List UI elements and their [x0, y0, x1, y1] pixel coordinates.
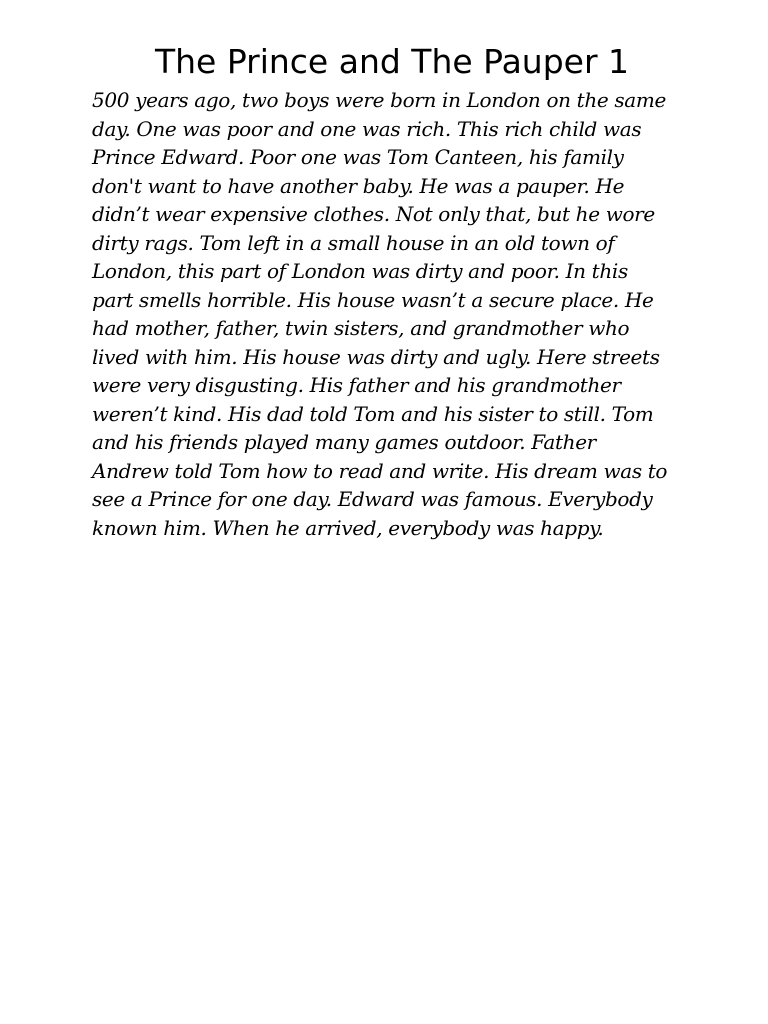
page-title: The Prince and The Pauper 1	[154, 42, 630, 81]
body-paragraph: 500 years ago, two boys were born in London on the same day. One was poor and one was rich. This rich child was Prince Edward. Poor one was Tom Canteen, his family don't want to have another baby. He was a pauper. He didn’t wear expensive clothes. Not only that, but he wore dirty rags. Tom left in a small house in an old town of London, this part of London was dirty and poor. In this part smells horrible. His house wasn’t a secure place. He had mother, father, twin sisters, and grandmother who lived with him. His house was dirty and ugly. Here streets were very disgusting. His father and his grandmother weren’t kind. His dad told Tom and his sister to still. Tom and his friends played many games outdoor. Father Andrew told Tom how to read and write. His dream was to see a Prince for one day. Edward was famous. Everybody known him. When he arrived, everybody was happy.	[92, 88, 668, 540]
